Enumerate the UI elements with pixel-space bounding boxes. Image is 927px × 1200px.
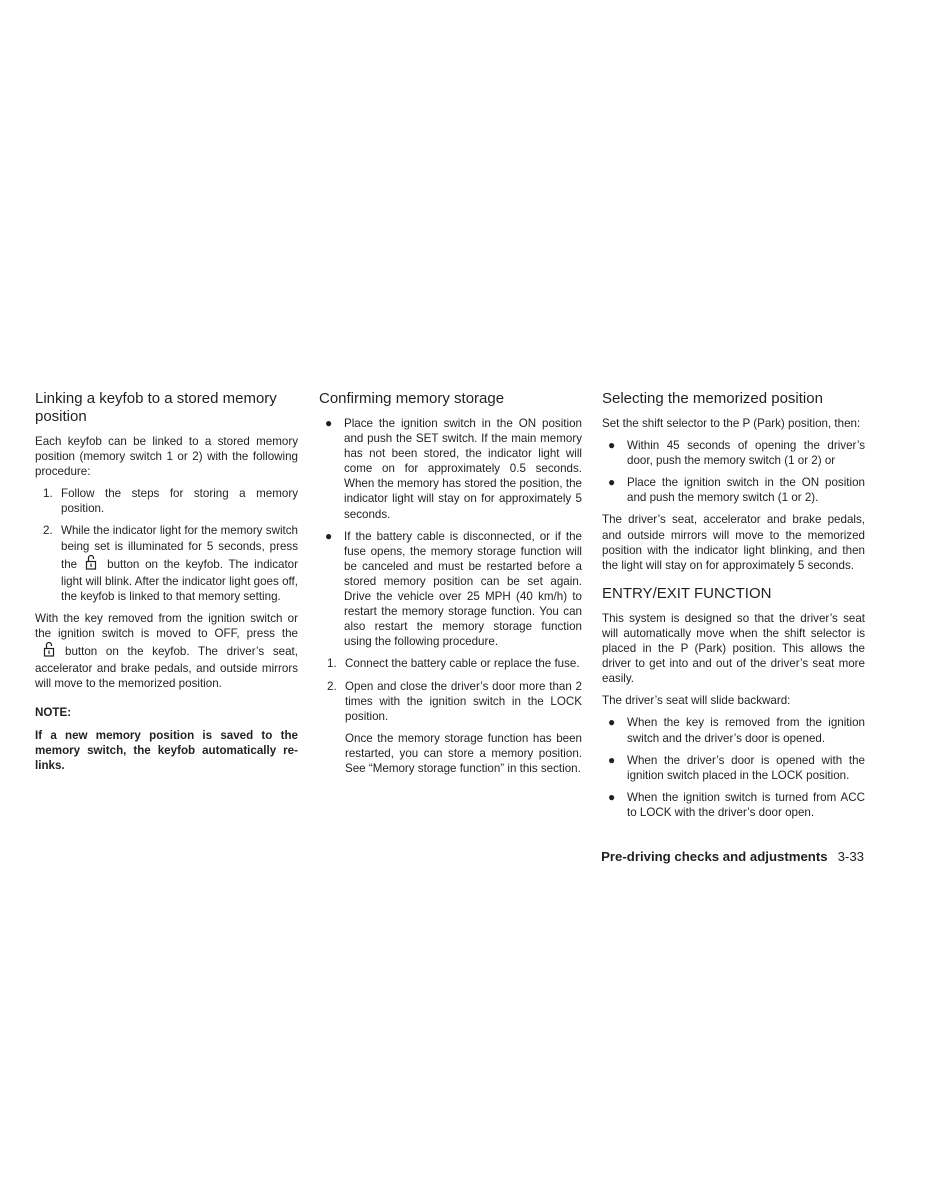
step-text: While the indicator light for the memory switch being set is illuminated for 5 seconds, press the: [61, 524, 298, 571]
keyfob-steps-list: [35, 486, 298, 604]
slide-bullet-list: [602, 715, 865, 820]
unlock-icon: [43, 641, 55, 661]
heading-entry-exit: ENTRY/EXIT FUNCTION: [602, 584, 772, 602]
heading-confirming-memory: Confirming memory storage: [319, 390, 505, 407]
note-label: NOTE:: [35, 706, 72, 720]
step-text: Connect the battery cable or replace the fuse.: [345, 657, 580, 671]
bullet-marker: ●: [608, 752, 616, 767]
step-text: Open and close the driver’s door more than 2 times with the ignition switch in the LOCK position.: [345, 679, 582, 723]
page-footer: [601, 849, 864, 864]
usage-text: button on the keyfob. The driver’s seat, accelerator and brake pedals, and outside mirrors will move to the memorized position.: [35, 645, 298, 691]
column-middle: [319, 390, 582, 783]
heading-linking-keyfob: Linking a keyfob to a stored memory position: [35, 390, 277, 425]
intro-paragraph: Set the shift selector to the P (Park) position, then:: [602, 417, 861, 430]
keyfob-usage-paragraph: [35, 611, 298, 691]
bullet-text: When the driver’s door is opened with the ignition switch placed in the LOCK position.: [627, 753, 865, 782]
column-left: [35, 390, 298, 780]
list-item: [602, 790, 865, 820]
page-number: 3-33: [837, 849, 864, 864]
list-item: [319, 416, 582, 522]
step-number: 2.: [327, 679, 337, 693]
list-item: [35, 523, 298, 603]
confirm-bullet-list: [319, 416, 582, 649]
heading-selecting-position: Selecting the memorized position: [602, 390, 823, 407]
restart-steps-list: [319, 656, 582, 723]
bullet-marker: ●: [325, 416, 333, 430]
bullet-text: Place the ignition switch in the ON position and push the memory switch (1 or 2).: [627, 476, 865, 505]
bullet-text: If the battery cable is disconnected, or if the fuse opens, the memory storage function will be canceled and must be restarted before a stored memory position can be set again. Drive the vehicle over 25 MPH (40 km/h) to restart the memory storage function. You can also restart the memory storage function using the following procedure.: [344, 529, 582, 649]
list-item: [319, 656, 582, 671]
bullet-marker: ●: [608, 789, 616, 804]
bullet-marker: ●: [608, 438, 616, 453]
section-title: Pre-driving checks and adjustments: [601, 849, 828, 864]
unlock-icon: [85, 554, 97, 574]
list-item: [602, 715, 865, 745]
bullet-text: When the ignition switch is turned from ACC to LOCK with the driver’s door open.: [627, 790, 865, 819]
list-item: [35, 486, 298, 516]
list-item: [319, 679, 582, 724]
bullet-marker: ●: [608, 715, 616, 730]
usage-text: With the key removed from the ignition switch or the ignition switch is moved to OFF, press the: [35, 611, 298, 641]
column-right: [602, 390, 865, 827]
step-number: 2.: [43, 524, 53, 538]
step-text: button on the keyfob. The indicator light will blink. After the indicator light goes off, the keyfob is linked to that memory setting.: [61, 557, 298, 603]
step-number: 1.: [43, 487, 53, 501]
bullet-text: Within 45 seconds of opening the driver’s door, push the memory switch (1 or 2) or: [627, 439, 865, 468]
step-text: Follow the steps for storing a memory position.: [61, 487, 298, 516]
bullet-text: Place the ignition switch in the ON position and push the SET switch. If the main memory has not been stored, the indicator light will come on for approximately 0.5 seconds. When the memory has stored the position, the indicator light will stay on for approximately 5 seconds.: [344, 417, 582, 521]
list-item: [602, 475, 865, 505]
result-paragraph: The driver’s seat, accelerator and brake pedals, and outside mirrors will move to the memorized position with the indicator light blinking, and then the light will stay on for approximately 5 seconds.: [602, 513, 865, 572]
select-bullet-list: [602, 438, 865, 505]
list-item: [319, 529, 582, 650]
list-item: [602, 753, 865, 783]
note-text: If a new memory position is saved to the memory switch, the keyfob automatically re-links.: [35, 728, 298, 772]
followup-paragraph: Once the memory storage function has been restarted, you can store a memory position. See “Memory storage function” in this section.: [345, 731, 582, 775]
bullet-marker: ●: [325, 528, 333, 543]
list-item: [602, 438, 865, 468]
entry-paragraph: This system is designed so that the driver’s seat will automatically move when the shift selector is placed in the P (Park) position. This allows the driver to get into and out of the driver’s seat more easily.: [602, 611, 865, 686]
intro-paragraph: Each keyfob can be linked to a stored memory position (memory switch 1 or 2) with the following procedure:: [35, 435, 298, 479]
slide-intro: The driver’s seat will slide backward:: [602, 694, 791, 708]
bullet-marker: ●: [608, 475, 616, 490]
step-number: 1.: [327, 657, 337, 671]
bullet-text: When the key is removed from the ignition switch and the driver’s door is opened.: [627, 716, 865, 745]
